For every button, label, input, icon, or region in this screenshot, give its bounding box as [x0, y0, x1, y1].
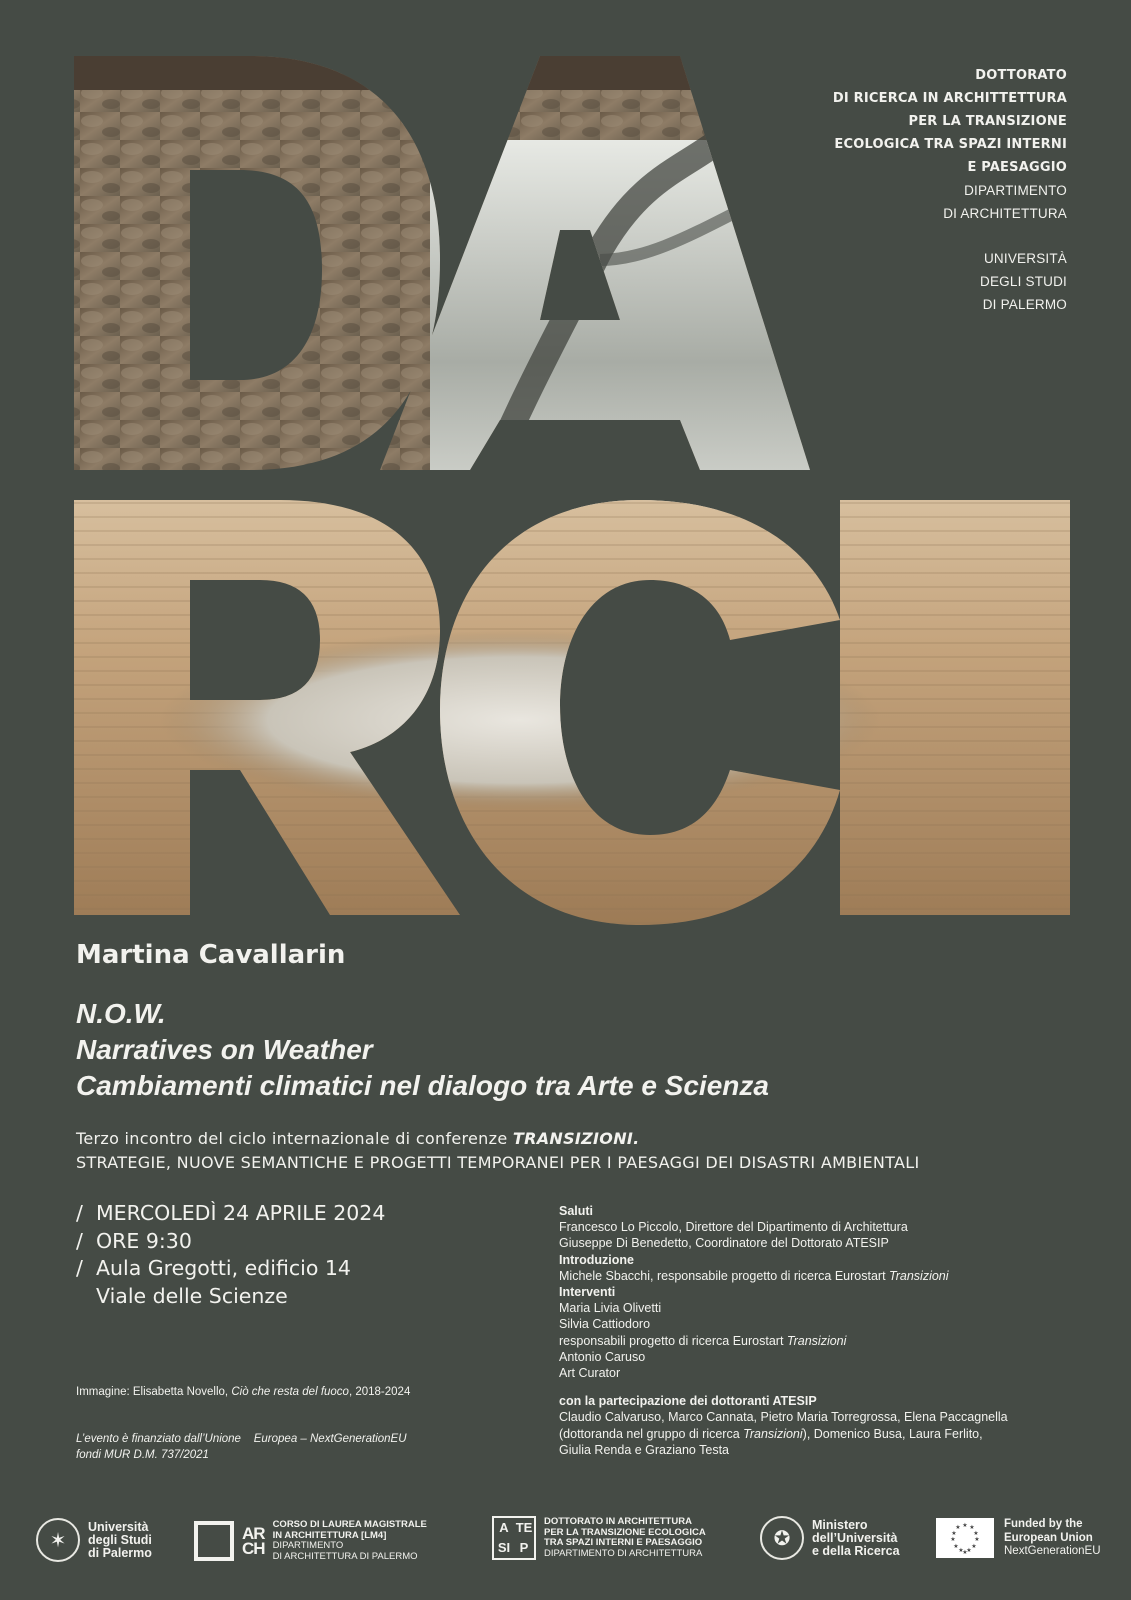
- svg-text:★: ★: [966, 1547, 972, 1555]
- event-address: Viale delle Scienze: [96, 1283, 288, 1308]
- atesip-line: DOTTORATO IN ARCHITETTURA: [544, 1516, 692, 1527]
- square-mark-icon: [194, 1521, 234, 1561]
- arch-mark: AR: [242, 1524, 265, 1543]
- event-date: MERCOLEDÌ 24 APRILE 2024: [96, 1201, 386, 1225]
- series-name: TRANSIZIONI.: [512, 1129, 640, 1148]
- eu-line: Funded by the: [1004, 1518, 1083, 1530]
- title-line: Cambiamenti climatici nel dialogo tra Arte e Scienza: [76, 1070, 769, 1101]
- doctorate-header: [833, 64, 1067, 316]
- mur-line: Ministero: [812, 1517, 868, 1532]
- svg-text:★: ★: [973, 1530, 979, 1538]
- event-details: [76, 1200, 385, 1310]
- image-credit: [76, 1386, 410, 1398]
- unipa-line: degli Studi: [88, 1532, 152, 1547]
- svg-text:★: ★: [953, 1543, 959, 1551]
- eu-line: European Union: [1004, 1531, 1093, 1544]
- eu-flag-icon: [936, 1518, 994, 1558]
- credit-years: , 2018-2024: [348, 1386, 411, 1398]
- unipa-seal-icon: ✶: [36, 1518, 80, 1562]
- svg-text:★: ★: [962, 1522, 968, 1530]
- saluti-heading: Saluti: [559, 1204, 594, 1218]
- mur-line: e della Ricerca: [812, 1543, 900, 1558]
- svg-text:★: ★: [971, 1543, 977, 1551]
- svg-text:★: ★: [974, 1536, 980, 1544]
- atesip-line: DIPARTIMENTO DI ARCHITETTURA: [544, 1547, 703, 1559]
- arch-lm4-logo: [194, 1520, 427, 1562]
- series-description: [76, 1127, 919, 1175]
- arch-mark: CH: [242, 1539, 265, 1558]
- credit-prefix: Immagine: Elisabetta Novello,: [76, 1386, 232, 1398]
- speaker-name: Martina Cavallarin: [76, 940, 346, 970]
- mur-line: dell’Università: [812, 1530, 898, 1545]
- dept-line: DIPARTIMENTO: [964, 183, 1067, 198]
- title-line: Narratives on Weather: [76, 1034, 373, 1065]
- program-line: Art Curator: [559, 1366, 621, 1381]
- unipa-line: di Palermo: [88, 1545, 152, 1560]
- interventi-heading: Interventi: [559, 1285, 616, 1300]
- eu-stars-icon: [947, 1520, 983, 1556]
- atesip-mark: A: [499, 1520, 509, 1535]
- atesip-line: PER LA TRANSIZIONE ECOLOGICA: [544, 1526, 706, 1538]
- program-line: Giuseppe Di Benedetto, Coordinatore del Dottorato ATESIP: [559, 1236, 889, 1251]
- intro-heading: Introduzione: [559, 1252, 634, 1267]
- event-title: [76, 996, 769, 1104]
- atesip-mark-icon: [492, 1516, 536, 1560]
- program-line: Giulia Renda e Graziano Testa: [559, 1442, 730, 1457]
- participation-heading: con la partecipazione dei dottoranti ATESIP: [559, 1394, 817, 1409]
- atesip-mark: SI: [497, 1540, 511, 1555]
- program-schedule: [559, 1203, 1079, 1458]
- uni-line: DEGLI STUDI: [980, 274, 1067, 289]
- atesip-mark: TE: [515, 1520, 533, 1535]
- event-place: Aula Gregotti, edificio 14: [96, 1256, 351, 1280]
- svg-text:★: ★: [958, 1547, 964, 1555]
- lm4-line: DI ARCHITETTURA DI PALERMO: [272, 1550, 418, 1562]
- dept-line: DI ARCHITETTURA: [943, 206, 1067, 221]
- eu-line: NextGenerationEU: [1004, 1545, 1101, 1557]
- program-line: ECOLOGICA TRA SPAZI INTERNI: [834, 137, 1067, 152]
- title-line: N.O.W.: [76, 998, 166, 1029]
- atesip-logo: [492, 1516, 706, 1560]
- lm4-line: CORSO DI LAUREA MAGISTRALE: [272, 1519, 427, 1530]
- uni-line: UNIVERSITÀ: [983, 251, 1067, 266]
- program-line: DOTTORATO: [975, 68, 1067, 83]
- mur-logo: [760, 1516, 900, 1560]
- program-line: Maria Livia Olivetti: [559, 1301, 662, 1316]
- unipa-logo: [36, 1518, 152, 1562]
- lm4-line: IN ARCHITETTURA [LM4]: [272, 1529, 387, 1541]
- slash-mark: /: [76, 1256, 83, 1280]
- eu-logo: [936, 1518, 1101, 1559]
- republic-emblem-icon: ✪: [760, 1516, 804, 1560]
- program-line: Silvia Cattiodoro: [559, 1317, 651, 1332]
- footer-logos: [0, 1500, 1131, 1580]
- atesip-line: TRA SPAZI INTERNI E PAESAGGIO: [544, 1537, 703, 1548]
- program-line: DI RICERCA IN ARCHITTETTURA: [832, 91, 1067, 106]
- uni-line: DI PALERMO: [982, 297, 1067, 312]
- program-line: (dottoranda nel gruppo di ricerca: [559, 1426, 744, 1441]
- series-subtitle: STRATEGIE, NUOVE SEMANTICHE E PROGETTI TEMPORANEI PER I PAESAGGI DEI DISASTRI AMBIENTALI: [76, 1153, 920, 1172]
- lm4-line: DIPARTIMENTO: [272, 1540, 344, 1551]
- project-name: Transizioni: [889, 1268, 949, 1283]
- program-line: Claudio Calvaruso, Marco Cannata, Pietro Maria Torregrossa, Elena Paccagnella: [559, 1410, 1008, 1425]
- credit-work: Ciò che resta del fuoco: [231, 1386, 349, 1398]
- svg-text:★: ★: [951, 1530, 957, 1538]
- svg-text:★: ★: [962, 1549, 968, 1557]
- funding-line: fondi MUR D.M. 737/2021: [76, 1449, 209, 1461]
- event-time: ORE 9:30: [96, 1228, 192, 1253]
- program-line: PER LA TRANSIZIONE: [908, 114, 1067, 129]
- program-line: responsabili progetto di ricerca Eurostart: [559, 1333, 787, 1348]
- svg-text:★: ★: [955, 1524, 961, 1532]
- program-line: ), Domenico Busa, Laura Ferlito,: [802, 1426, 983, 1441]
- slash-mark: /: [76, 1228, 83, 1253]
- unipa-line: Università: [88, 1519, 149, 1534]
- series-prefix: Terzo incontro del ciclo internazionale di conferenze: [76, 1129, 513, 1148]
- project-name: Transizioni: [743, 1426, 803, 1441]
- atesip-mark: P: [519, 1540, 529, 1555]
- program-line: Francesco Lo Piccolo, Direttore del Dipartimento di Architettura: [559, 1220, 908, 1235]
- funding-note: [76, 1431, 407, 1463]
- project-name: Transizioni: [786, 1333, 847, 1348]
- program-line: Antonio Caruso: [559, 1349, 646, 1364]
- program-line: E PAESAGGIO: [967, 160, 1067, 175]
- funding-line: L’evento è finanziato dall’Unione Europea – NextGenerationEU: [76, 1433, 407, 1445]
- slash-mark: /: [76, 1201, 83, 1225]
- program-line: Michele Sbacchi, responsabile progetto di ricerca Eurostart: [559, 1268, 890, 1283]
- svg-text:★: ★: [950, 1536, 956, 1544]
- svg-text:★: ★: [969, 1524, 975, 1532]
